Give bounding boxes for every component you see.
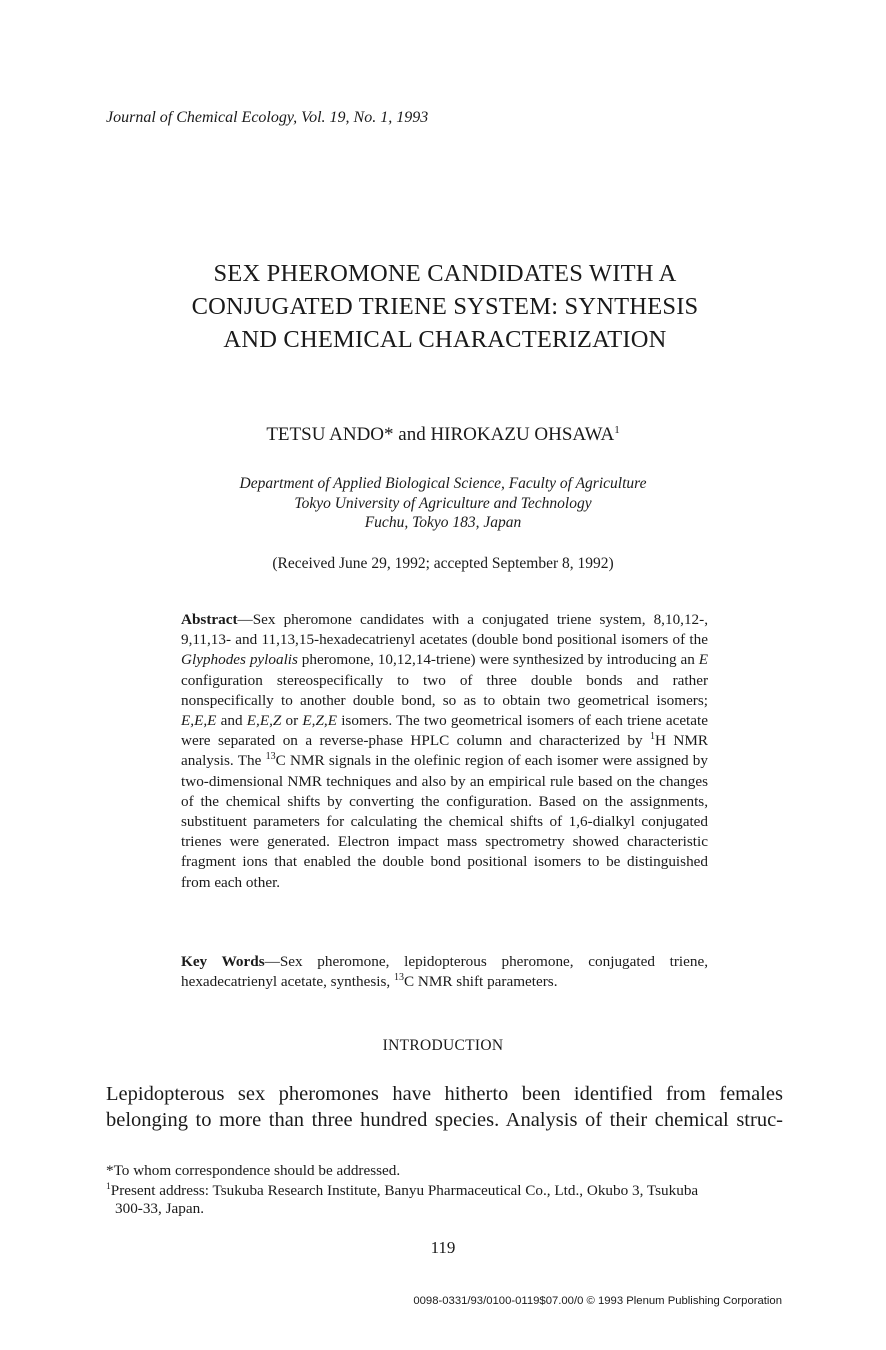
title-line: AND CHEMICAL CHARACTERIZATION	[223, 326, 667, 353]
section-heading: INTRODUCTION	[382, 1037, 504, 1054]
footnote-marker: 1	[614, 424, 620, 436]
introduction-text	[106, 1081, 783, 1133]
key-words: Key Words—Sex pheromone, lepidopterous pheromone, conjugated triene, hexadecatrienyl acetate, synthesis, $^{13}$C NMR shift parameters.	[181, 953, 708, 991]
key-words-label: Key Words	[181, 953, 265, 970]
author-conjunction: and	[398, 424, 426, 445]
abstract	[181, 610, 708, 893]
author-list	[0, 424, 886, 446]
article-title	[150, 257, 740, 356]
affiliation-line: Tokyo University of Agriculture and Technology	[294, 494, 592, 512]
affiliation-line: Fuchu, Tokyo 183, Japan	[364, 514, 522, 531]
journal-citation: Journal of Chemical Ecology, Vol. 19, No. 1, 1993	[106, 109, 429, 126]
author-name: TETSU ANDO*	[266, 424, 394, 445]
author-name: HIROKAZU OHSAWA	[430, 424, 615, 445]
footnote-marker: 1	[106, 1182, 111, 1192]
title-line: CONJUGATED TRIENE SYSTEM: SYNTHESIS	[191, 293, 699, 320]
page-number: 119	[430, 1238, 456, 1257]
abstract-label: Abstract	[181, 611, 238, 628]
intro-line: Lepidopterous sex pheromones have hitherto been identified from females	[106, 1083, 783, 1105]
title-line: SEX PHEROMONE CANDIDATES WITH A	[213, 260, 677, 287]
footnote-address: $^1$Present address: Tsukuba Research Institute, Banyu Pharmaceutical Co., Ltd., Okubo 3, Tsukuba 300-33, Japan.	[106, 1182, 699, 1217]
received-dates: (Received June 29, 1992; accepted September 8, 1992)	[272, 555, 614, 572]
affiliation-line: Department of Applied Biological Science, Faculty of Agriculture	[239, 475, 647, 492]
intro-line: belonging to more than three hundred species. Analysis of their chemical struc-	[106, 1109, 783, 1131]
abstract-text: Abstract—Sex pheromone candidates with a conjugated triene system, 8,10,12-, 9,11,13- and 11,13,15-hexadecatrienyl acetates (double bond positional isomers of the Glyphodes pyloalis pheromone, 10,12,14-triene) were synthesized by introducing an E configuration stereospecifically to two of three double bonds and rather nonspecifically to another double bond, so as to obtain two geometrical isomers; E,E,E and E,E,Z or E,Z,E isomers. The two geometrical isomers of each triene acetate were separated on a reverse-phase HPLC column and characterized by $^1$H NMR analysis. The $^{13}$C NMR signals in the olefinic region of each isomer were assigned by two-dimensional NMR techniques and also by an empirical rule based on the changes of the chemical shifts by converting the configuration. Based on the assignments, substituent parameters for calculating the chemical shifts of 1,6-dialkyl conjugated trienes were generated. Electron impact mass spectrometry showed characteristic fragment ions that enabled the double bond positional isomers to be distinguished from each other.	[181, 611, 709, 891]
affiliation	[0, 474, 886, 533]
footnote-correspondence: *To whom correspondence should be addressed.	[106, 1162, 401, 1179]
copyright-line: 0098-0331/93/0100-0119$07.00/0 © 1993 Plenum Publishing Corporation	[413, 1295, 782, 1307]
